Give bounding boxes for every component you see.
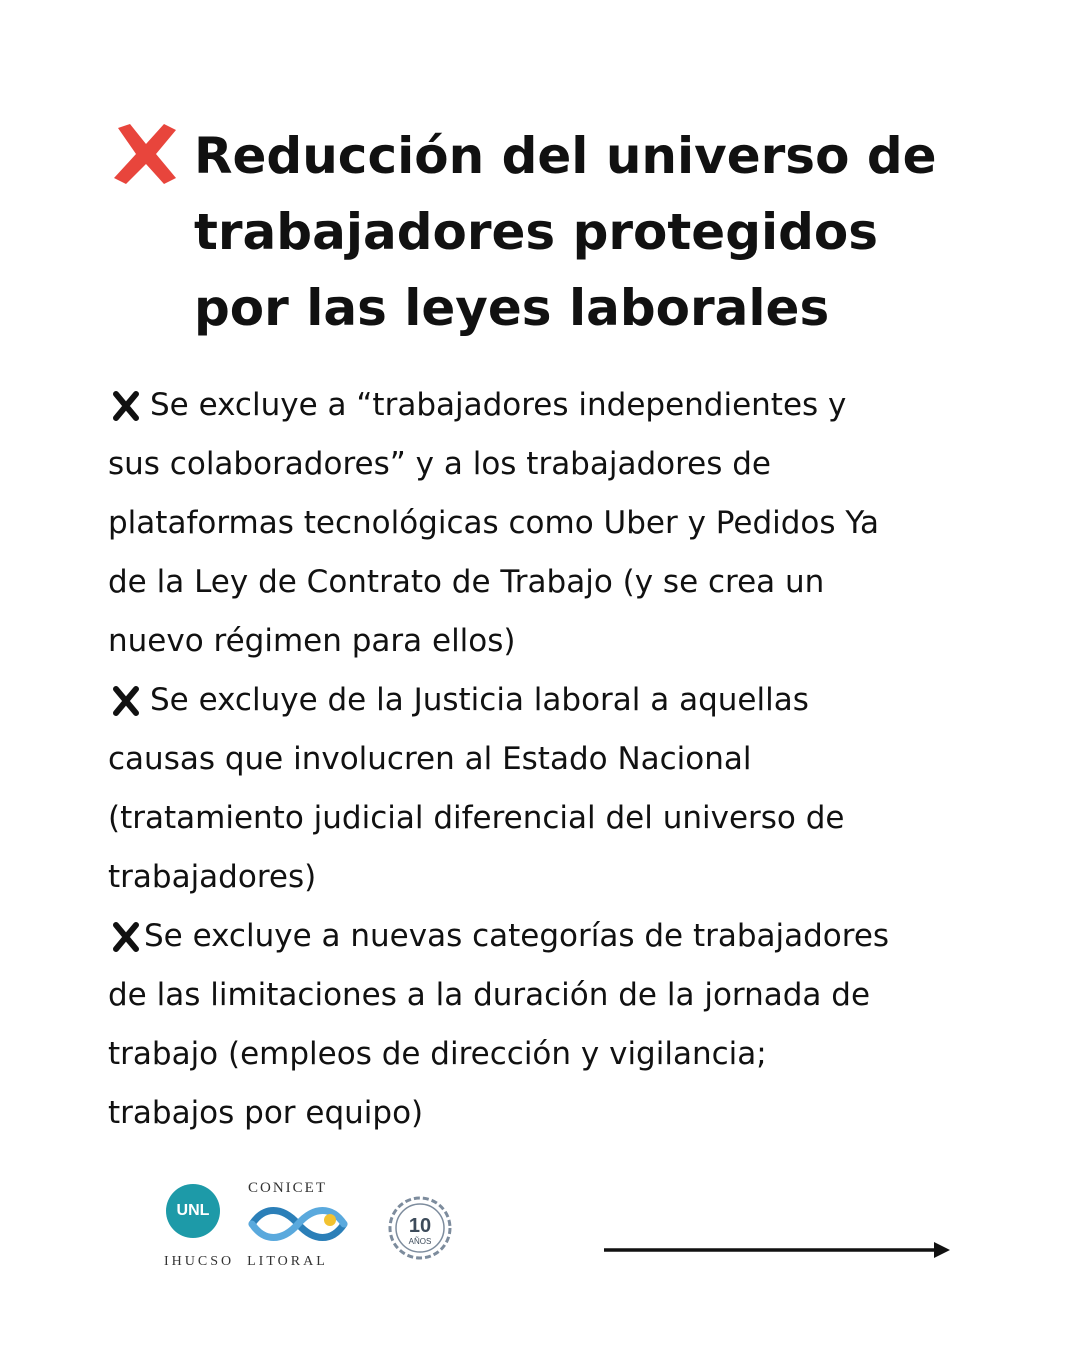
list-item [108, 907, 988, 1143]
multiplication-x-icon [108, 686, 144, 716]
ihucso-litoral-label: IHUCSO LITORAL [164, 1254, 328, 1269]
item-text: trabajo (empleos de dirección y vigilancia; [108, 1036, 767, 1072]
footer-logos [160, 1180, 480, 1280]
item-text: de las limitaciones a la duración de la jornada de [108, 977, 871, 1013]
list-item [108, 376, 988, 671]
item-text: Se excluye a “trabajadores independientes y [150, 387, 847, 423]
unl-logo [166, 1184, 220, 1238]
multiplication-x-icon [108, 922, 144, 952]
conicet-label: CONICET [248, 1180, 327, 1196]
title-line: trabajadores protegidos [194, 203, 879, 261]
item-text: causas que involucren al Estado Nacional [108, 741, 752, 777]
ten-years-badge [386, 1194, 454, 1262]
item-text: (tratamiento judicial diferencial del universo de [108, 800, 845, 836]
list-item [108, 671, 988, 907]
item-text: trabajos por equipo) [108, 1095, 424, 1131]
item-text: Se excluye a nuevas categorías de trabajadores [144, 918, 890, 954]
conicet-logo-icon [246, 1204, 350, 1244]
unl-logo-text: UNL [176, 1202, 210, 1219]
page-title [110, 118, 1010, 346]
badge-number: 10 [408, 1215, 432, 1237]
item-text: sus colaboradores” y a los trabajadores de [108, 446, 772, 482]
item-text: plataformas tecnológicas como Uber y Pedidos Ya [108, 505, 880, 541]
item-text: Se excluye de la Justicia laboral a aquellas [150, 682, 809, 718]
content [108, 376, 988, 1143]
multiplication-x-icon [108, 391, 144, 421]
badge-text: AÑOS [408, 1237, 432, 1246]
cross-mark-icon [110, 122, 182, 186]
title-line: Reducción del universo de [194, 127, 937, 185]
heading [110, 118, 1010, 346]
item-text: trabajadores) [108, 859, 317, 895]
item-text: de la Ley de Contrato de Trabajo (y se crea un [108, 564, 825, 600]
item-text: nuevo régimen para ellos) [108, 623, 516, 659]
title-line: por las leyes laborales [194, 279, 830, 337]
next-arrow-icon[interactable] [604, 1238, 952, 1262]
